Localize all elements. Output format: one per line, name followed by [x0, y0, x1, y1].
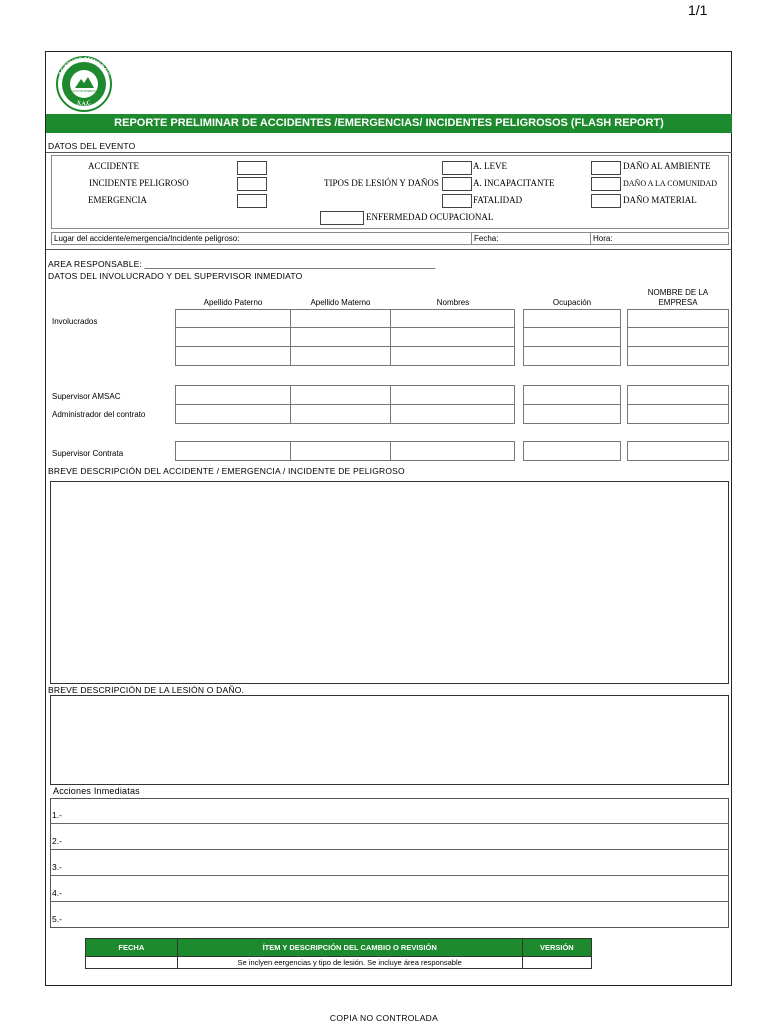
- report-title: REPORTE PRELIMINAR DE ACCIDENTES /EMERGENCIAS/ INCIDENTES PELIGROSOS (FLASH REPORT): [46, 114, 732, 133]
- checkbox-accidente[interactable]: [237, 161, 267, 175]
- footer-copia-no-controlada: COPIA NO CONTROLADA: [329, 1013, 439, 1023]
- label-dano-comunidad: DAÑO A LA COMUNIDAD: [623, 179, 718, 188]
- input-cell[interactable]: [175, 404, 291, 424]
- label-a-incapacitante: A. INCAPACITANTE: [473, 178, 555, 188]
- input-cell[interactable]: [390, 327, 515, 347]
- accion-item-2[interactable]: 2.-: [52, 836, 62, 846]
- page-number: 1/1: [688, 2, 708, 18]
- svg-text:ACTIVOS MINEROS: ACTIVOS MINEROS: [72, 90, 96, 93]
- checkbox-dano-material[interactable]: [591, 194, 621, 208]
- checkbox-emergencia[interactable]: [237, 194, 267, 208]
- input-cell[interactable]: [523, 327, 621, 347]
- row-label-involucrados: Involucrados: [52, 317, 98, 326]
- divider: [46, 152, 732, 153]
- checkbox-a-incapacitante[interactable]: [442, 177, 472, 191]
- col-ocupacion: Ocupación: [552, 298, 592, 307]
- logo-ring-bottom-text: S.A.C: [76, 100, 92, 108]
- fecha-label: Fecha:: [474, 234, 499, 243]
- input-cell[interactable]: [290, 441, 391, 461]
- datos-evento-heading: DATOS DEL EVENTO: [48, 141, 136, 151]
- divider: [46, 249, 732, 250]
- area-responsable: AREA RESPONSABLE: ___________________________________________________________: [48, 259, 436, 269]
- tipos-lesion-label: TIPOS DE LESIÓN Y DAÑOS: [324, 178, 439, 188]
- input-cell[interactable]: [290, 385, 391, 405]
- col-apellido-paterno: Apellido Paterno: [203, 298, 263, 307]
- input-cell[interactable]: [175, 327, 291, 347]
- checkbox-a-leve[interactable]: [442, 161, 472, 175]
- input-cell[interactable]: [175, 346, 291, 366]
- accion-item-4[interactable]: 4.-: [52, 888, 62, 898]
- input-cell[interactable]: [390, 346, 515, 366]
- col-apellido-materno: Apellido Materno: [310, 298, 371, 307]
- row-label-supervisor-contrata: Supervisor Contrata: [52, 449, 124, 458]
- revision-cell-fecha: [86, 957, 178, 969]
- input-cell[interactable]: [627, 309, 729, 328]
- label-dano-material: DAÑO MATERIAL: [623, 195, 697, 205]
- input-cell[interactable]: [627, 404, 729, 424]
- checkbox-dano-ambiente[interactable]: [591, 161, 621, 175]
- input-cell[interactable]: [175, 441, 291, 461]
- revision-header-version: VERSIÓN: [522, 939, 591, 957]
- input-cell[interactable]: [290, 346, 391, 366]
- lugar-label: Lugar del accidente/emergencia/Incidente peligroso:: [54, 234, 240, 243]
- logo-ring-top-text: ACTIVOS MINEROS: [57, 56, 111, 78]
- input-cell[interactable]: [523, 346, 621, 366]
- input-cell[interactable]: [290, 327, 391, 347]
- revision-cell-item: Se inclyen eergencias y tipo de lesión. Se incluye área responsable: [177, 957, 522, 969]
- checkbox-incidente-peligroso[interactable]: [237, 177, 267, 191]
- input-cell[interactable]: [523, 385, 621, 405]
- descripcion-accidente-heading: BREVE DESCRIPCIÓN DEL ACCIDENTE / EMERGENCIA / INCIDENTE DE PELIGROSO: [48, 466, 405, 476]
- descripcion-lesion-heading: BREVE DESCRIPCIÓN DE LA LESIÓN O DAÑO.: [48, 685, 245, 695]
- input-cell[interactable]: [627, 385, 729, 405]
- input-cell[interactable]: [627, 346, 729, 366]
- descripcion-lesion-textarea[interactable]: [50, 695, 729, 785]
- accion-item-3[interactable]: 3.-: [52, 862, 62, 872]
- label-accidente: ACCIDENTE: [88, 161, 139, 171]
- col-nombre-empresa: NOMBRE DE LA EMPRESA: [647, 288, 709, 307]
- descripcion-accidente-textarea[interactable]: [50, 481, 729, 684]
- checkbox-fatalidad[interactable]: [442, 194, 472, 208]
- involucrados-heading: DATOS DEL INVOLUCRADO Y DEL SUPERVISOR INMEDIATO: [48, 271, 303, 281]
- hora-label: Hora:: [593, 234, 613, 243]
- revision-header-item: ÍTEM Y DESCRIPCIÓN DEL CAMBIO O REVISIÓN: [177, 939, 522, 957]
- input-cell[interactable]: [175, 309, 291, 328]
- input-cell[interactable]: [523, 309, 621, 328]
- revision-table: [85, 938, 592, 969]
- col-nombres: Nombres: [436, 298, 470, 307]
- checkbox-enfermedad-ocupacional[interactable]: [320, 211, 364, 225]
- input-cell[interactable]: [175, 385, 291, 405]
- checkbox-dano-comunidad[interactable]: [591, 177, 621, 191]
- input-cell[interactable]: [290, 309, 391, 328]
- accion-item-1[interactable]: 1.-: [52, 810, 62, 820]
- input-cell[interactable]: [390, 309, 515, 328]
- label-a-leve: A. LEVE: [473, 161, 507, 171]
- input-cell[interactable]: [523, 441, 621, 461]
- acciones-heading: Acciones Inmediatas: [53, 786, 140, 796]
- label-incidente-peligroso: INCIDENTE PELIGROSO: [89, 178, 189, 188]
- input-cell[interactable]: [523, 404, 621, 424]
- input-cell[interactable]: [390, 385, 515, 405]
- accion-item-5[interactable]: 5.-: [52, 914, 62, 924]
- input-cell[interactable]: [627, 441, 729, 461]
- input-cell[interactable]: [290, 404, 391, 424]
- row-label-supervisor-amsac: Supervisor AMSAC: [52, 392, 121, 401]
- input-cell[interactable]: [390, 441, 515, 461]
- revision-cell-version: [522, 957, 591, 969]
- input-cell[interactable]: [390, 404, 515, 424]
- input-cell[interactable]: [627, 327, 729, 347]
- label-dano-ambiente: DAÑO AL AMBIENTE: [623, 161, 711, 171]
- acciones-list: [50, 798, 729, 928]
- row-label-administrador: Administrador del contrato: [52, 410, 146, 419]
- revision-header-fecha: FECHA: [86, 939, 178, 957]
- label-enfermedad-ocupacional: ENFERMEDAD OCUPACIONAL: [366, 212, 494, 222]
- label-fatalidad: FATALIDAD: [473, 195, 523, 205]
- company-logo: [48, 54, 120, 112]
- label-emergencia: EMERGENCIA: [88, 195, 147, 205]
